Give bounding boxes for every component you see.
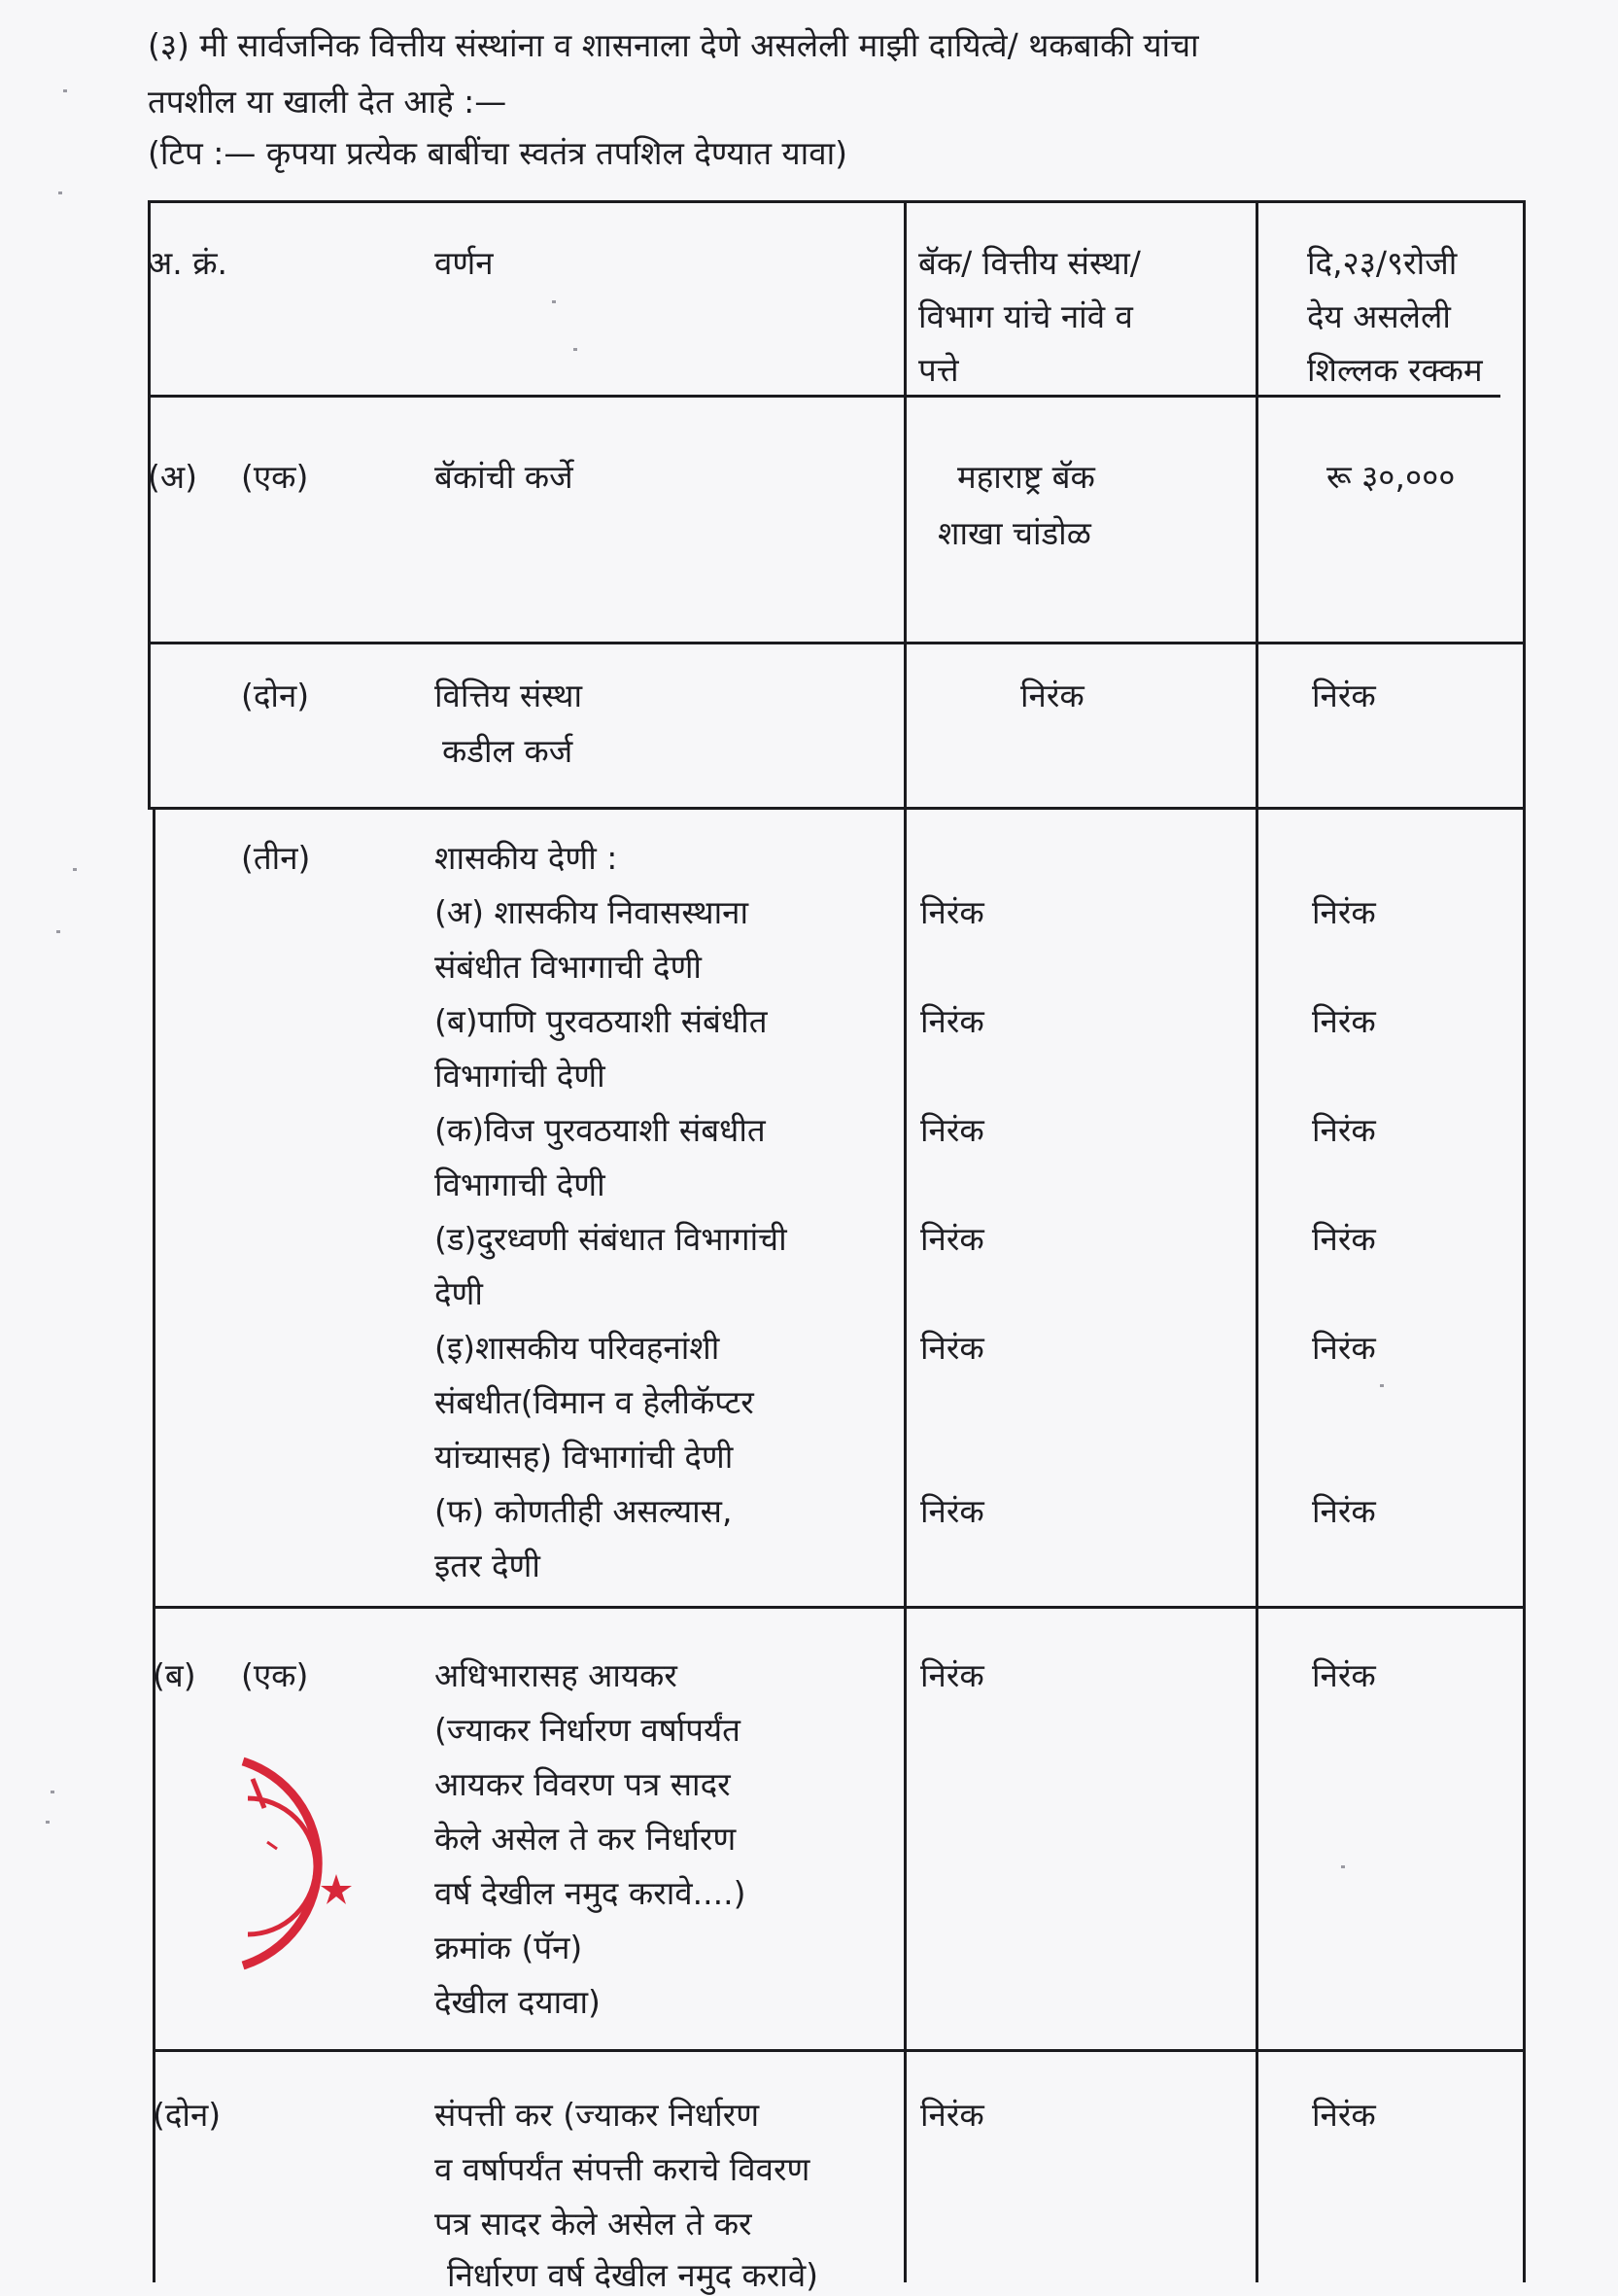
row-b2-desc-1: संपत्ती कर (ज्याकर निर्धारण xyxy=(434,2096,760,2134)
intro-note: (टिप :— कृपया प्रत्येक बाबींचा स्वतंत्र तपशिल देण्यात यावा) xyxy=(148,134,847,172)
row-a3-item4-desc-1: (ड)दुरध्वणी संबंधात विभागांची xyxy=(434,1220,787,1258)
row-a3-item1-bank: निरंक xyxy=(920,893,984,931)
row-b1-desc-3: आयकर विवरण पत्र सादर xyxy=(434,1765,731,1803)
header-balance-2: देय असलेली xyxy=(1307,297,1451,335)
header-bank-name-3: पत्ते xyxy=(918,351,959,389)
row-a3-item1-desc-1: (अ) शासकीय निवासस्थाना xyxy=(434,893,749,931)
row-a3-item3-desc-1: (क)विज पुरवठयाशी संबधीत xyxy=(434,1111,766,1149)
header-serial-no: अ. क्रं. xyxy=(148,244,228,282)
row-a3-item1-desc-2: संबंधीत विभागाची देणी xyxy=(434,948,702,986)
row-a3-item5-amount: निरंक xyxy=(1312,1329,1376,1367)
row-b1-amount: निरंक xyxy=(1312,1656,1376,1694)
row-a2-amount: निरंक xyxy=(1312,677,1376,714)
row-a1-bank-2: शाखा चांडोळ xyxy=(938,514,1091,552)
row-a3-item4-bank: निरंक xyxy=(920,1220,984,1258)
row-a2-bank: निरंक xyxy=(1020,677,1084,714)
row-b1-desc-2: (ज्याकर निर्धारण वर्षापर्यंत xyxy=(434,1711,740,1749)
row-a1-desc: बॅकांची कर्जे xyxy=(434,458,573,496)
row-a3-sub: (तीन) xyxy=(241,839,311,877)
row-a3-item1-amount: निरंक xyxy=(1312,893,1376,931)
row-a1-amount: रू ३०,००० xyxy=(1326,458,1456,496)
header-balance-3: शिल्लक रक्कम xyxy=(1307,351,1483,389)
row-a3-item5-desc-1: (इ)शासकीय परिवहनांशी xyxy=(434,1329,720,1367)
row-a3-item5-bank: निरंक xyxy=(920,1329,984,1367)
header-description: वर्णन xyxy=(434,244,494,282)
row-a3-item4-desc-2: देणी xyxy=(434,1274,483,1312)
row-a2-desc-1: वित्तिय संस्था xyxy=(434,677,582,714)
row-a1-sub: (एक) xyxy=(241,458,309,496)
row-a3-item5-desc-2: संबधीत(विमान व हेलीकॅप्टर xyxy=(434,1383,754,1421)
row-a3-item5-desc-3: यांच्यासह) विभागांची देणी xyxy=(434,1438,734,1476)
row-a1-bank-1: महाराष्ट्र बॅक xyxy=(957,458,1095,496)
row-b1-desc-5: वर्ष देखील नमुद करावे....) xyxy=(434,1874,746,1912)
row-a3-item6-desc-2: इतर देणी xyxy=(434,1547,540,1584)
row-b2-desc-2: व वर्षापर्यंत संपत्ती कराचे विवरण xyxy=(434,2150,810,2188)
row-a3-heading: शासकीय देणी : xyxy=(434,839,618,877)
row-a3-item2-desc-2: विभागांची देणी xyxy=(434,1057,605,1095)
row-b1-desc-1: अधिभारासह आयकर xyxy=(434,1656,677,1694)
header-bank-name-2: विभाग यांचे नांवे व xyxy=(918,297,1133,335)
intro-line-1: (३) मी सार्वजनिक वित्तीय संस्थांना व शासनाला देणे असलेली माझी दायित्वे/ थकबाकी यांचा xyxy=(148,26,1199,64)
row-b2-desc-3: पत्र सादर केले असेल ते कर xyxy=(434,2205,752,2243)
red-stamp-icon xyxy=(146,1740,379,1973)
row-a-section: (अ) xyxy=(148,458,197,496)
row-b1-desc-4: केले असेल ते कर निर्धारण xyxy=(434,1820,737,1858)
row-b2-amount: निरंक xyxy=(1312,2096,1376,2134)
row-a2-desc-2: कडील कर्ज xyxy=(442,732,573,770)
row-a3-item3-bank: निरंक xyxy=(920,1111,984,1149)
row-a3-item4-amount: निरंक xyxy=(1312,1220,1376,1258)
row-b2-section: (दोन) xyxy=(153,2096,222,2134)
row-b2-desc-4: निर्धारण वर्ष देखील नमुद करावे) xyxy=(447,2256,819,2294)
header-balance-1: दि,२३/९रोजी xyxy=(1307,244,1458,282)
row-a3-item6-amount: निरंक xyxy=(1312,1492,1376,1530)
row-a3-item6-bank: निरंक xyxy=(920,1492,984,1530)
header-bank-name-1: बॅक/ वित्तीय संस्था/ xyxy=(918,244,1141,282)
row-a3-item6-desc-1: (फ) कोणतीही असल्यास, xyxy=(434,1492,733,1530)
row-a2-sub: (दोन) xyxy=(241,677,310,714)
intro-line-2: तपशील या खाली देत आहे :— xyxy=(148,83,507,121)
row-a3-item2-amount: निरंक xyxy=(1312,1002,1376,1040)
row-a3-item2-desc-1: (ब)पाणि पुरवठयाशी संबंधीत xyxy=(434,1002,768,1040)
row-b1-bank: निरंक xyxy=(920,1656,984,1694)
row-a3-item2-bank: निरंक xyxy=(920,1002,984,1040)
row-b1-sub: (एक) xyxy=(241,1656,309,1694)
row-b1-desc-6: क्रमांक (पॅन) xyxy=(434,1929,583,1966)
row-b2-bank: निरंक xyxy=(920,2096,984,2134)
row-a3-item3-desc-2: विभागाची देणी xyxy=(434,1165,605,1203)
row-a3-item3-amount: निरंक xyxy=(1312,1111,1376,1149)
row-b1-desc-7: देखील दयावा) xyxy=(434,1983,601,2021)
row-b-section: (ब) xyxy=(153,1656,196,1694)
